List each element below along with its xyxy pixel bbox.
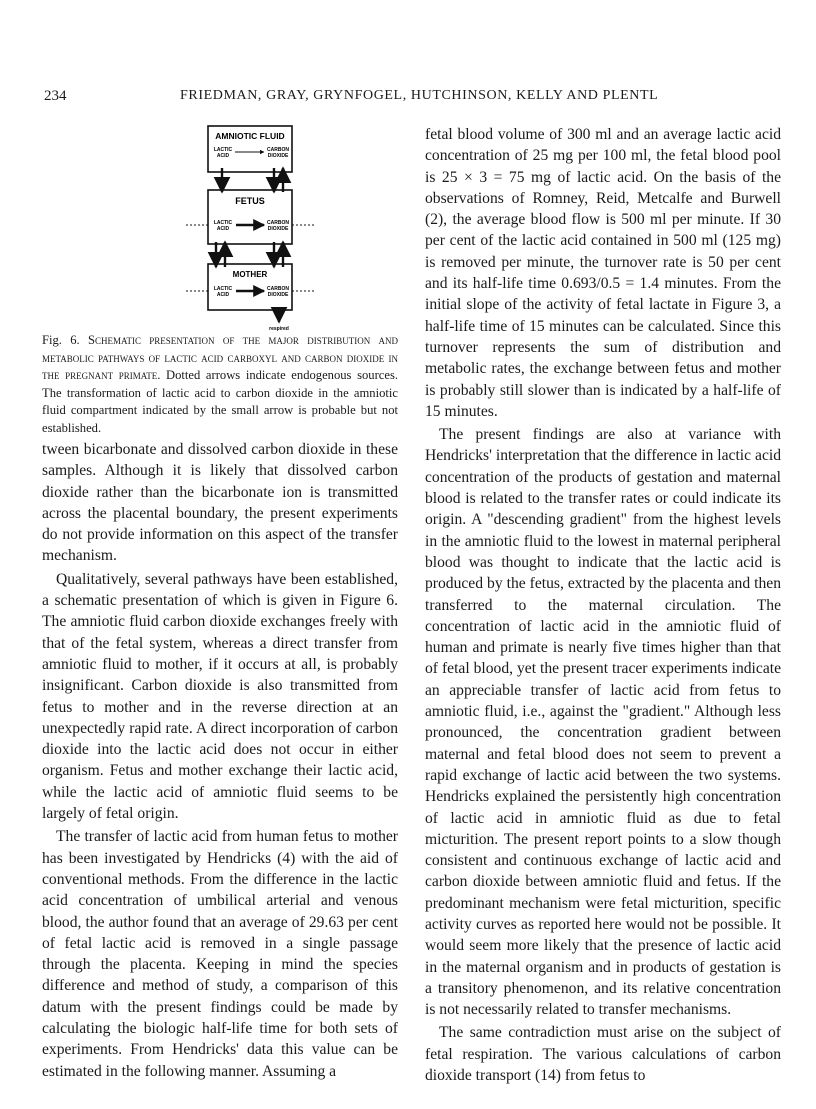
dioxide-label: DIOXIDE bbox=[267, 153, 289, 159]
figure-caption bbox=[42, 332, 398, 437]
paragraph: Qualitatively, several pathways have been established, a schematic presentation of which is given in Figure 6. The amniotic fluid carbon dioxide exchanges freely with that of the fetal system, whereas a direct transfer from amniotic fluid to mother, if it occurs at all, is probably insignificant. Carbon dioxide is also transmitted from fetus to mother and in the reverse direction at an unexpectedly rapid rate. A direct incorporation of carbon dioxide into the lactic acid does not occur in either organism. Fetus and mother exchange their lactic acid, while the lactic acid of amniotic fluid seems to be largely of fetal origin. bbox=[42, 570, 398, 823]
paragraph: fetal blood volume of 300 ml and an average lactic acid concentration of 25 mg per 100 ml, the fetal blood pool is 25 × 3 = 75 mg of lactic acid. On the basis of the observations of Romney, Reid, Metcalfe and Burwell (2), the average blood flow is 500 ml per minute. If 30 per cent of the lactic acid contained in 500 ml (125 mg) is removed per minute, the turnover rate is 50 per cent and its half-life time 0.693/0.5 = 1.4 minutes. From the initial slope of the activity of fetal lactate in Figure 3, a half-life time of 15 minutes can be calculated. Since this turnover represents the sum of distribution and metabolic rates, the exchange between fetus and mother is probably still slower than is indicated by a half-life of 15 minutes. bbox=[425, 126, 781, 420]
paragraph: The same contradiction must arise on the subject of fetal respiration. The various calculations of carbon dioxide transport (14) from fetus to bbox=[425, 1024, 781, 1085]
lactic-label: LACTIC bbox=[213, 220, 233, 226]
lactic-label: LACTIC bbox=[213, 286, 233, 292]
caption-body: Dotted arrows indicate endogenous sources. The transformation of lactic acid to carbon dioxide in the amniotic fluid compartment indicated by the small arrow is probable but not established. bbox=[42, 368, 398, 435]
amniotic-fluid-label: AMNIOTIC FLUID bbox=[215, 131, 285, 141]
acid-label: ACID bbox=[216, 226, 230, 232]
right-column bbox=[425, 124, 781, 1086]
paragraph: tween bicarbonate and dissolved carbon dioxide in these samples. Although it is likely that dissolved carbon dioxide rather than the bicarbonate ion is transmitted across the placental boundary, the present experiments do not provide information on this aspect of the transfer mechanism. bbox=[42, 441, 398, 565]
left-column bbox=[42, 124, 398, 1082]
caption-title: Schematic presentation of the major distribution and metabolic pathways of lactic acid carboxyl and carbon dioxide in the pregnant primate. bbox=[42, 333, 398, 382]
caption-label: Fig. 6. bbox=[42, 333, 80, 347]
lactic-label: LACTIC bbox=[213, 147, 233, 153]
mother-label: MOTHER bbox=[232, 270, 268, 279]
respired-label: respired bbox=[269, 326, 289, 332]
page-number: 234 bbox=[44, 88, 67, 104]
paragraph: The present findings are also at variance with Hendricks' interpretation that the difference in lactic acid concentration of the products of gestation and maternal blood is related to the transfer rates or could indicate its origin. A "descending gradient" from the highest levels in the amniotic fluid to the lowest in maternal peripheral blood was thought to indicate that the lactic acid is produced by the fetus, extracted by the placenta and then transferred to the maternal circulation. The concentration of lactic acid in the amniotic fluid of human and primate is nearly five times higher than that of fetal blood, yet the present tracer experiments indicate an appreciable transfer of lactic acid from fetus to amniotic fluid, i.e., against the "gradient." Although less pronounced, the concentration gradient between maternal and fetal blood does not seem to prevent a rapid exchange of lactic acid between the two systems. Hendricks explained the persistently high concentration of lactic acid in amniotic fluid as due to fetal micturition. The present report points to a slow though consistent and continuous exchange of lactic acid and carbon dioxide between amniotic fluid and fetus. If the predominant mechanism were fetal micturition, specific activity curves as reported here would not be possible. It would seem more likely that the presence of lactic acid in the maternal organism and in products of gestation is a transitory phenomenon, and its relative concentration is not necessarily related to transfer mechanisms. bbox=[425, 426, 781, 1019]
dioxide-label: DIOXIDE bbox=[267, 292, 289, 298]
carbon-label: CARBON bbox=[267, 286, 289, 292]
acid-label: ACID bbox=[216, 292, 230, 298]
pathway-diagram bbox=[42, 124, 398, 332]
dioxide-label: DIOXIDE bbox=[267, 226, 289, 232]
running-head: FRIEDMAN, GRAY, GRYNFOGEL, HUTCHINSON, KELLY AND PLENTL bbox=[180, 88, 659, 103]
fetus-label: FETUS bbox=[235, 196, 265, 206]
carbon-label: CARBON bbox=[267, 220, 289, 226]
acid-label: ACID bbox=[216, 153, 230, 159]
figure-6-diagram bbox=[42, 124, 398, 332]
paragraph: The transfer of lactic acid from human fetus to mother has been investigated by Hendricks (4) with the aid of conventional methods. From the difference in the lactic acid concentration of umbilical arterial and venous blood, the author found that an average of 29.63 per cent of fetal lactic acid is removed in a single passage through the placenta. Keeping in mind the species difference and method of study, a comparison of this datum with the present findings could be made by calculating the biologic half-life time for both sets of experiments. From Hendricks' data this value can be estimated in the following manner. Assuming a bbox=[42, 828, 398, 1080]
carbon-label: CARBON bbox=[267, 147, 289, 153]
